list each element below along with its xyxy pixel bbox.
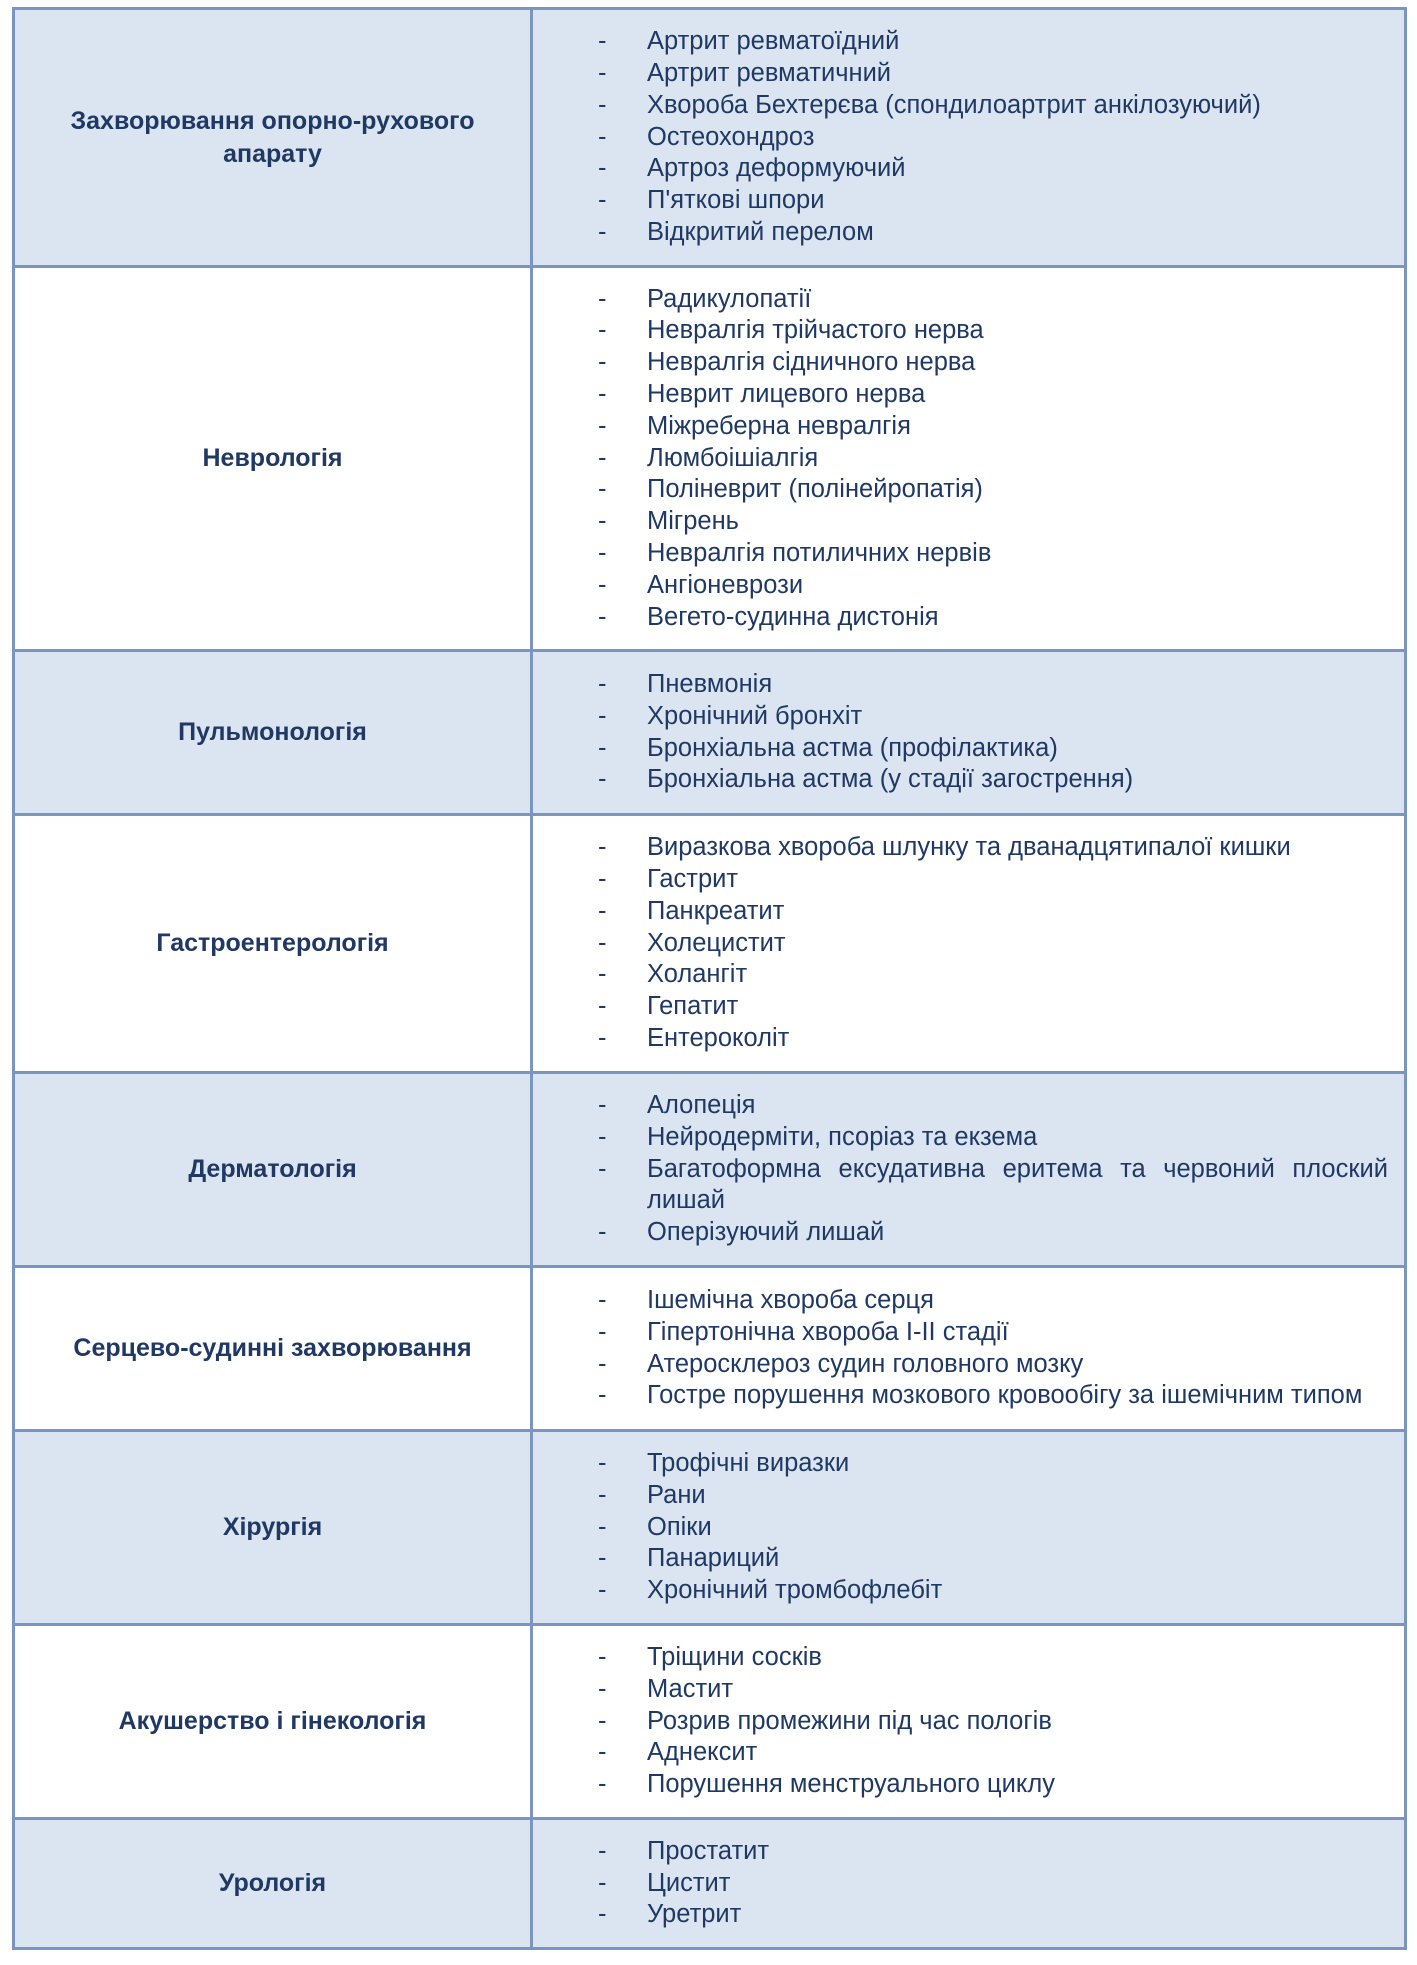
list-item-text: Невралгія сідничного нерва — [647, 348, 976, 377]
list-item — [533, 411, 1388, 443]
list-item-text: Панариций — [647, 1544, 780, 1573]
list-item-text: Мастит — [647, 1674, 734, 1703]
bullet-dash: - — [598, 380, 607, 408]
list-item — [533, 1543, 1388, 1575]
table-row — [14, 815, 1406, 1073]
items-cell — [532, 815, 1406, 1073]
category-cell: Хірургія — [14, 1431, 532, 1625]
bullet-dash: - — [598, 1218, 607, 1247]
list-item-text: Ентероколіт — [647, 1023, 790, 1052]
bullet-dash: - — [598, 1381, 607, 1410]
list-item — [533, 153, 1388, 185]
list-item — [533, 1512, 1388, 1544]
list-item — [533, 1154, 1388, 1218]
bullet-dash: - — [598, 992, 607, 1021]
table-row — [14, 1431, 1406, 1625]
list-item — [533, 1090, 1388, 1122]
list-item-text: Уретрит — [647, 1900, 742, 1929]
list-item-text: Гепатит — [647, 992, 739, 1021]
list-item-text: Остеохондроз — [647, 122, 815, 151]
bullet-dash: - — [598, 154, 607, 183]
bullet-dash: - — [598, 59, 607, 87]
category-cell: Гастроентерологія — [14, 815, 532, 1073]
items-cell — [532, 1431, 1406, 1625]
list-item-text: Аднексит — [647, 1738, 758, 1767]
list-item — [533, 1836, 1388, 1868]
list-item — [533, 315, 1388, 347]
list-item-text: Бронхіальна астма (профілактика) — [647, 733, 1058, 762]
bullet-dash: - — [598, 122, 607, 151]
list-item-text: Оперізуючий лишай — [647, 1218, 885, 1247]
list-item-text: Порушення менструального циклу — [647, 1770, 1055, 1799]
items-cell — [532, 1073, 1406, 1267]
bullet-dash: - — [598, 733, 607, 762]
item-list — [533, 284, 1404, 634]
bullet-dash: - — [598, 1868, 607, 1897]
bullet-dash: - — [598, 217, 607, 246]
item-list — [533, 1285, 1404, 1412]
list-item — [533, 58, 1388, 90]
bullet-dash: - — [598, 538, 607, 567]
item-list — [533, 832, 1404, 1055]
list-item-text: Опіки — [647, 1512, 712, 1541]
list-item-text: Люмбоішіалгія — [647, 443, 819, 472]
list-item — [533, 284, 1388, 316]
bullet-dash: - — [598, 765, 607, 794]
bullet-dash: - — [598, 507, 607, 536]
list-item-text: Артрит ревматичний — [647, 59, 892, 87]
list-item-text: Нейродерміти, псоріаз та екзема — [647, 1122, 1038, 1151]
bullet-dash: - — [598, 1480, 607, 1509]
bullet-dash: - — [598, 1512, 607, 1541]
conditions-table-body — [14, 9, 1406, 1949]
list-item — [533, 185, 1388, 217]
list-item-text: Виразкова хвороба шлунку та дванадцятипалої кишки — [647, 833, 1291, 862]
table-row — [14, 267, 1406, 651]
items-cell — [532, 651, 1406, 815]
bullet-dash: - — [598, 1576, 607, 1605]
bullet-dash: - — [598, 1770, 607, 1799]
bullet-dash: - — [598, 443, 607, 472]
list-item — [533, 896, 1388, 928]
list-item — [533, 217, 1388, 249]
list-item — [533, 1317, 1388, 1349]
list-item-text: Цистит — [647, 1868, 731, 1897]
list-item — [533, 379, 1388, 411]
category-cell: Дерматологія — [14, 1073, 532, 1267]
list-item-text: Атеросклероз судин головного мозку — [647, 1349, 1084, 1378]
bullet-dash: - — [598, 896, 607, 925]
table-row — [14, 1073, 1406, 1267]
list-item — [533, 474, 1388, 506]
bullet-dash: - — [598, 90, 607, 119]
item-list — [533, 1642, 1404, 1801]
list-item — [533, 991, 1388, 1023]
table-row — [14, 9, 1406, 267]
list-item — [533, 669, 1388, 701]
bullet-dash: - — [598, 1738, 607, 1767]
bullet-dash: - — [598, 1154, 607, 1183]
bullet-dash: - — [598, 833, 607, 862]
list-item — [533, 1480, 1388, 1512]
list-item-text: Мігрень — [647, 507, 739, 536]
table-row — [14, 1819, 1406, 1949]
list-item — [533, 347, 1388, 379]
bullet-dash: - — [598, 865, 607, 893]
list-item-text: Артрит ревматоїдний — [647, 27, 900, 56]
list-item — [533, 538, 1388, 570]
bullet-dash: - — [598, 27, 607, 56]
list-item-text: Тріщини сосків — [647, 1643, 822, 1671]
bullet-dash: - — [598, 1544, 607, 1573]
list-item-text: Радикулопатії — [647, 284, 812, 313]
list-item — [533, 602, 1388, 634]
table-row — [14, 1625, 1406, 1819]
bullet-dash: - — [598, 960, 607, 989]
bullet-dash: - — [598, 1349, 607, 1378]
list-item-text: Ангіоневрози — [647, 570, 804, 599]
bullet-dash: - — [598, 1023, 607, 1052]
list-item-text: Холангіт — [647, 960, 748, 989]
list-item-text: Поліневрит (полінейропатія) — [647, 475, 983, 504]
list-item-text: Розрив промежини під час пологів — [647, 1706, 1052, 1735]
item-list — [533, 669, 1404, 796]
list-item — [533, 570, 1388, 602]
category-cell: Урологія — [14, 1819, 532, 1949]
list-item — [533, 1899, 1388, 1931]
list-item-text: Хронічний бронхіт — [647, 701, 863, 730]
bullet-dash: - — [598, 1836, 607, 1865]
list-item — [533, 1217, 1388, 1249]
category-cell: Неврологія — [14, 267, 532, 651]
table-row — [14, 1267, 1406, 1431]
item-list — [533, 1836, 1404, 1931]
bullet-dash: - — [598, 1674, 607, 1703]
item-list — [533, 1448, 1404, 1607]
list-item-text: Ішемічна хвороба серця — [647, 1285, 934, 1314]
list-item-text: Холецистит — [647, 928, 786, 957]
list-item-text: Простатит — [647, 1836, 770, 1865]
list-item — [533, 1868, 1388, 1900]
bullet-dash: - — [598, 1706, 607, 1735]
conditions-table — [12, 7, 1407, 1950]
bullet-dash: - — [598, 316, 607, 345]
list-item — [533, 1706, 1388, 1738]
items-cell — [532, 1625, 1406, 1819]
category-cell: Пульмонологія — [14, 651, 532, 815]
list-item — [533, 959, 1388, 991]
list-item-text: Трофічні виразки — [647, 1449, 850, 1477]
list-item — [533, 1737, 1388, 1769]
list-item-text: Хвороба Бехтерєва (спондилоартрит анкілозуючий) — [647, 90, 1261, 119]
list-item — [533, 1769, 1388, 1801]
bullet-dash: - — [598, 1900, 607, 1929]
bullet-dash: - — [598, 186, 607, 215]
bullet-dash: - — [598, 928, 607, 957]
list-item — [533, 701, 1388, 733]
list-item — [533, 506, 1388, 538]
list-item-text: Хронічний тромбофлебіт — [647, 1576, 943, 1605]
list-item-text: Гостре порушення мозкового кровообігу за ішемічним типом — [647, 1381, 1363, 1410]
list-item-text: Пневмонія — [647, 669, 773, 698]
list-item — [533, 1349, 1388, 1381]
category-cell: Захворювання опорно-рухового апарату — [14, 9, 532, 267]
bullet-dash: - — [598, 1317, 607, 1346]
list-item — [533, 1285, 1388, 1317]
list-item — [533, 928, 1388, 960]
bullet-dash: - — [598, 669, 607, 698]
bullet-dash: - — [598, 701, 607, 730]
bullet-dash: - — [598, 411, 607, 440]
list-item-text: Бронхіальна астма (у стадії загострення) — [647, 765, 1134, 794]
list-item — [533, 864, 1388, 896]
list-item-text: П'яткові шпори — [647, 186, 825, 215]
list-item — [533, 1122, 1388, 1154]
items-cell — [532, 267, 1406, 651]
list-item-text: Гіпертонічна хвороба І-ІІ стадії — [647, 1317, 1009, 1346]
list-item — [533, 733, 1388, 765]
category-cell: Серцево-судинні захворювання — [14, 1267, 532, 1431]
list-item — [533, 764, 1388, 796]
item-list — [533, 1090, 1404, 1249]
list-item-text: Відкритий перелом — [647, 217, 874, 246]
bullet-dash: - — [598, 1091, 607, 1119]
category-cell: Акушерство і гінекологія — [14, 1625, 532, 1819]
item-list — [533, 26, 1404, 249]
list-item — [533, 122, 1388, 154]
list-item-text: Рани — [647, 1480, 706, 1509]
list-item — [533, 1023, 1388, 1055]
list-item — [533, 832, 1388, 864]
list-item — [533, 1642, 1388, 1674]
list-item — [533, 1448, 1388, 1480]
items-cell — [532, 1819, 1406, 1949]
table-row — [14, 651, 1406, 815]
items-cell — [532, 1267, 1406, 1431]
list-item-text: Міжреберна невралгія — [647, 411, 911, 440]
list-item — [533, 26, 1388, 58]
list-item-text: Вегето-судинна дистонія — [647, 602, 939, 631]
list-item — [533, 1575, 1388, 1607]
list-item-text: Неврит лицевого нерва — [647, 380, 926, 408]
list-item — [533, 90, 1388, 122]
bullet-dash: - — [598, 1285, 607, 1314]
bullet-dash: - — [598, 1122, 607, 1151]
list-item-text: Панкреатит — [647, 896, 785, 925]
bullet-dash: - — [598, 570, 607, 599]
list-item-text: Невралгія потиличних нервів — [647, 538, 992, 567]
items-cell — [532, 9, 1406, 267]
list-item — [533, 1674, 1388, 1706]
bullet-dash: - — [598, 1449, 607, 1477]
list-item — [533, 1380, 1388, 1412]
bullet-dash: - — [598, 1643, 607, 1671]
bullet-dash: - — [598, 284, 607, 313]
bullet-dash: - — [598, 602, 607, 631]
list-item-text: Невралгія трійчастого нерва — [647, 316, 984, 345]
list-item-text: Артроз деформуючий — [647, 154, 906, 183]
list-item-text: Алопеція — [647, 1091, 756, 1119]
list-item-text: Гастрит — [647, 865, 739, 893]
bullet-dash: - — [598, 475, 607, 504]
list-item — [533, 443, 1388, 475]
list-item-text: Багатоформна ексудативна еритема та червоний плоский лишай — [647, 1154, 1388, 1215]
bullet-dash: - — [598, 348, 607, 377]
